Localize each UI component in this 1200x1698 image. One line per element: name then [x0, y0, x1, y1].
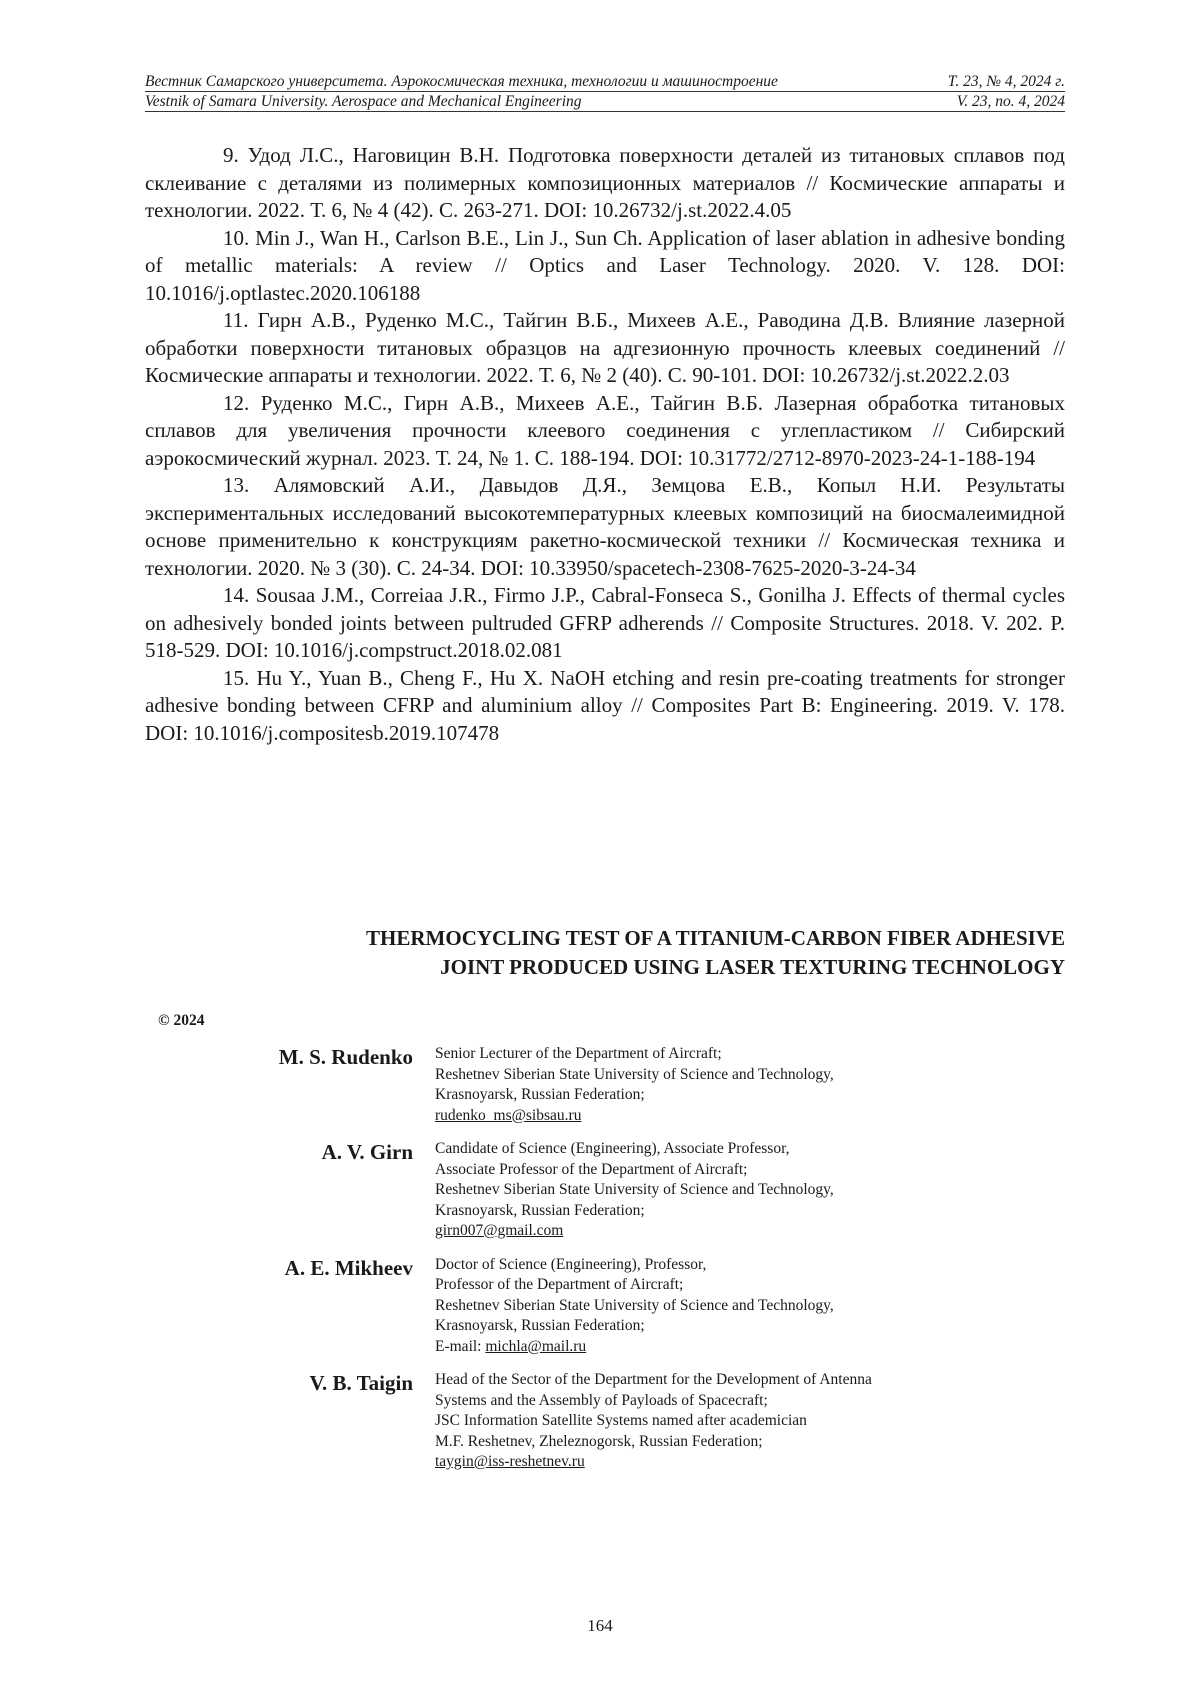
reference-list: [145, 142, 1065, 747]
affiliation-line: Professor of the Department of Aircraft;: [435, 1276, 684, 1293]
header-volume-ru: Т. 23, № 4, 2024 г.: [947, 73, 1065, 90]
affiliation-line: Krasnoyarsk, Russian Federation;: [435, 1317, 645, 1334]
affiliation-line: Candidate of Science (Engineering), Associate Professor,: [435, 1140, 790, 1157]
author-name: M. S. Rudenko: [278, 1045, 413, 1069]
affiliation-line: Reshetnev Siberian State University of Science and Technology,: [435, 1296, 834, 1314]
email-prefix: E-mail:: [435, 1337, 486, 1355]
reference-item: 14. Sousaa J.M., Correiaa J.R., Firmo J.P., Cabral-Fonseca S., Gonilha J. Effects of thermal cycles on adhesively bonded joints between pultruded GFRP adherends // Composite Structures. 2018. V. 202. P. 518-529. DOI: 10.1016/j.compstruct.2018.02.081: [145, 583, 1065, 662]
page-number: 164: [587, 1616, 613, 1635]
header-journal-ru: Вестник Самарского университета. Аэрокосмическая техника, технологии и машиностроение: [145, 73, 778, 90]
author-affiliation: [435, 1255, 834, 1358]
author-affiliation: [435, 1044, 834, 1126]
affiliation-line: Doctor of Science (Engineering), Professor,: [435, 1255, 707, 1273]
email-line: [435, 1452, 872, 1473]
author-block: [145, 1139, 1065, 1242]
reference-item: 11. Гирн А.В., Руденко М.С., Тайгин В.Б., Михеев А.Е., Раводина Д.В. Влияние лазерной обработки поверхности титановых образцов на адгезионную прочность клеевых соединений // Космические аппараты и технологии. 2022. Т. 6, № 2 (40). С. 90-101. DOI: 10.26732/j.st.2022.2.03: [145, 308, 1065, 387]
author-email-link[interactable]: michla@mail.ru: [485, 1337, 587, 1355]
header-row-ru: [145, 72, 1065, 92]
reference-item: 15. Hu Y., Yuan B., Cheng F., Hu X. NaOH etching and resin pre-coating treatments for stronger adhesive bonding between CFRP and aluminium alloy // Composites Part B: Engineering. 2019. V. 178. DOI: 10.1016/j.compositesb.2019.107478: [145, 665, 1065, 745]
affiliation-line: Krasnoyarsk, Russian Federation;: [435, 1086, 645, 1103]
author-email-link[interactable]: taygin@iss-reshetnev.ru: [435, 1453, 585, 1470]
author-email-link[interactable]: girn007@gmail.com: [435, 1222, 564, 1239]
author-block: [145, 1255, 1065, 1358]
affiliation-line: M.F. Reshetnev, Zheleznogorsk, Russian Federation;: [435, 1432, 763, 1450]
header-row-en: [145, 92, 1065, 112]
affiliation-line: Senior Lecturer of the Department of Aircraft;: [435, 1045, 722, 1062]
author-affiliation: [435, 1139, 834, 1242]
author-block: [145, 1370, 1065, 1473]
affiliation-line: Systems and the Assembly of Payloads of Spacecraft;: [435, 1391, 768, 1409]
running-header: [145, 72, 1065, 112]
email-line: [435, 1337, 834, 1358]
header-volume-en: V. 23, no. 4, 2024: [956, 93, 1065, 110]
affiliation-line: Associate Professor of the Department of Aircraft;: [435, 1160, 748, 1178]
email-line: [435, 1106, 834, 1127]
reference-item: 10. Min J., Wan H., Carlson B.E., Lin J., Sun Ch. Application of laser ablation in adhesive bonding of metallic materials: A review // Optics and Laser Technology. 2020. V. 128. DOI: 10.1016/j.optlastec.2020.106188: [145, 225, 1065, 305]
author-name: A. E. Mikheev: [284, 1255, 413, 1280]
author-list: [145, 1044, 1065, 1486]
reference-item: 13. Алямовский А.И., Давыдов Д.Я., Земцова Е.В., Копыл Н.И. Результаты экспериментальных исследований высокотемпературных клеевых композиций на биосмалеимидной основе применительно к конструкциям ракетно-космической техники // Космическая техника и технологии. 2020. № 3 (30). С. 24-34. DOI: 10.33950/spacetech-2308-7625-2020-3-24-34: [145, 473, 1065, 580]
author-name: V. B. Taigin: [309, 1371, 413, 1395]
reference-item: 9. Удод Л.С., Наговицин В.Н. Подготовка поверхности деталей из титановых сплавов под склеивание с деталями из полимерных композиционных материалов // Космические аппараты и технологии. 2022. Т. 6, № 4 (42). С. 263-271. DOI: 10.26732/j.st.2022.4.05: [145, 143, 1065, 222]
author-block: [145, 1044, 1065, 1126]
affiliation-line: Reshetnev Siberian State University of Science and Technology,: [435, 1065, 834, 1083]
affiliation-line: JSC Information Satellite Systems named after academician: [435, 1412, 807, 1429]
author-affiliation: [435, 1370, 872, 1473]
article-title-line-2: JOINT PRODUCED USING LASER TEXTURING TECHNOLOGY: [440, 955, 1065, 979]
affiliation-line: Reshetnev Siberian State University of Science and Technology,: [435, 1181, 834, 1198]
email-line: [435, 1221, 834, 1242]
copyright-notice: © 2024: [158, 1012, 205, 1029]
reference-item: 12. Руденко М.С., Гирн А.В., Михеев А.Е., Тайгин В.Б. Лазерная обработка титановых сплавов для увеличения прочности клеевого соединения с углепластиком // Сибирский аэрокосмический журнал. 2023. Т. 24, № 1. С. 188-194. DOI: 10.31772/2712-8970-2023-24-1-188-194: [145, 390, 1065, 470]
article-title: [145, 924, 1065, 982]
author-name: A. V. Girn: [321, 1140, 413, 1164]
author-email-link[interactable]: rudenko_ms@sibsau.ru: [435, 1106, 582, 1124]
article-title-line-1: THERMOCYCLING TEST OF A TITANIUM-CARBON FIBER ADHESIVE: [366, 926, 1065, 950]
affiliation-line: Head of the Sector of the Department for the Development of Antenna: [435, 1371, 872, 1388]
header-journal-en: Vestnik of Samara University. Aerospace and Mechanical Engineering: [145, 93, 582, 110]
affiliation-line: Krasnoyarsk, Russian Federation;: [435, 1201, 645, 1219]
